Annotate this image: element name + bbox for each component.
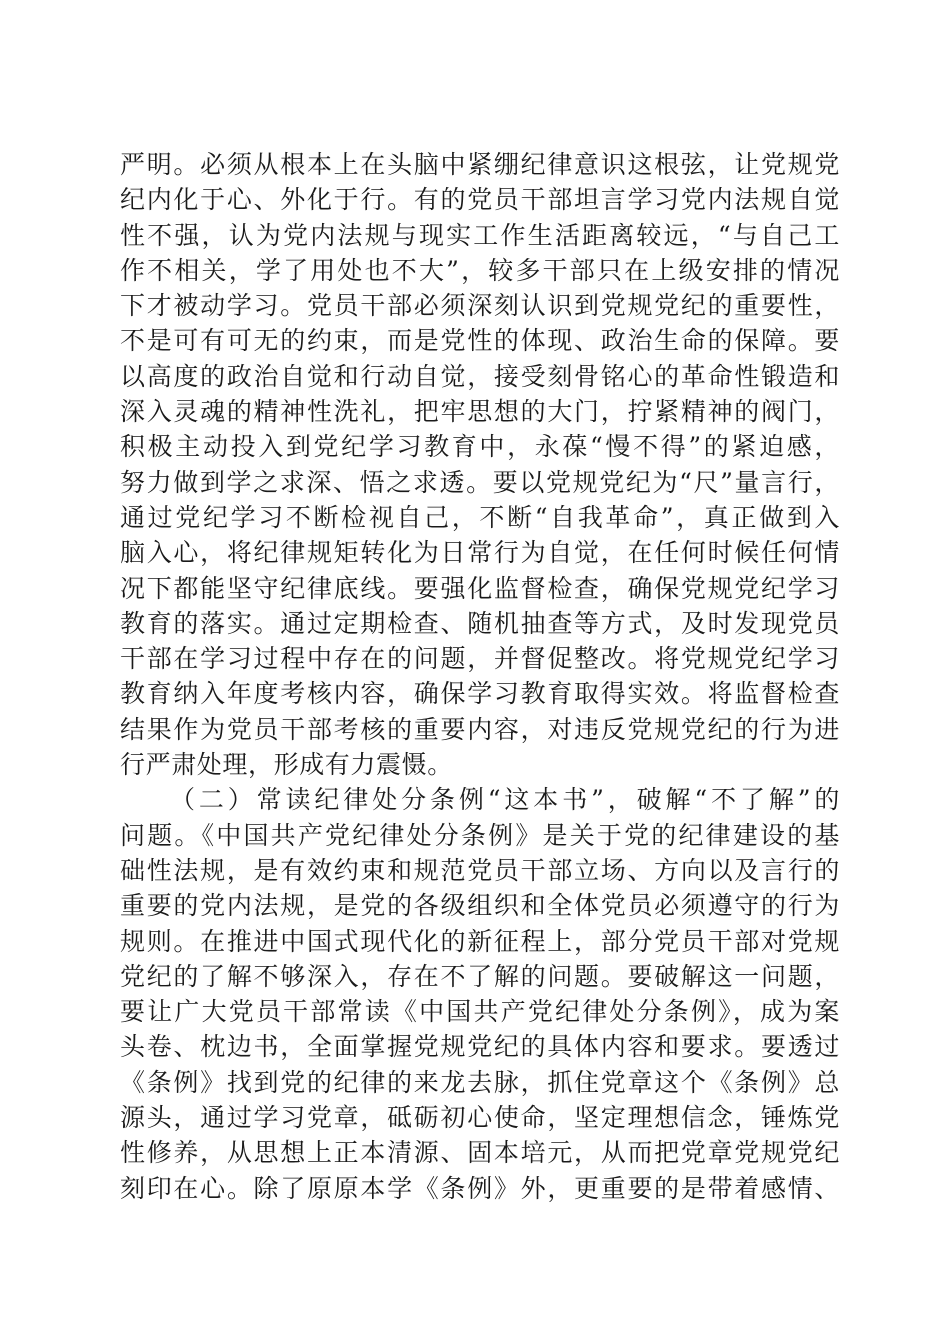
text-line: 重要的党内法规，是党的各级组织和全体党员必须遵守的行为 bbox=[120, 891, 840, 921]
text-line: 干部在学习过程中存在的问题，并督促整改。将党规党纪学习 bbox=[120, 644, 840, 674]
text-line: 源头，通过学习党章，砥砺初心使命，坚定理想信念，锤炼党 bbox=[120, 1103, 840, 1133]
text-line: 通过党纪学习不断检视自己，不断“自我革命”，真正做到入 bbox=[120, 502, 840, 532]
text-line: 要让广大党员干部常读《中国共产党纪律处分条例》，成为案 bbox=[120, 997, 840, 1027]
text-line: 下才被动学习。党员干部必须深刻认识到党规党纪的重要性， bbox=[120, 291, 840, 321]
body-text bbox=[120, 147, 840, 1206]
text-line: 纪内化于心、外化于行。有的党员干部坦言学习党内法规自觉 bbox=[120, 185, 840, 215]
text-line: 以高度的政治自觉和行动自觉，接受刻骨铭心的革命性锻造和 bbox=[120, 361, 840, 391]
section-heading-line: （二）常读纪律处分条例“这本书”，破解“不了解”的 bbox=[170, 785, 840, 815]
text-line: 不是可有可无的约束，而是党性的体现、政治生命的保障。要 bbox=[120, 326, 840, 356]
text-line: 教育的落实。通过定期检查、随机抽查等方式，及时发现党员 bbox=[120, 608, 840, 638]
text-line: 作不相关，学了用处也不大”，较多干部只在上级安排的情况 bbox=[120, 255, 840, 285]
text-line: 深入灵魂的精神性洗礼，把牢思想的大门，拧紧精神的阀门， bbox=[120, 397, 840, 427]
text-line: 性不强，认为党内法规与现实工作生活距离较远，“与自己工 bbox=[120, 220, 840, 250]
text-line: 脑入心，将纪律规矩转化为日常行为自觉，在任何时候任何情 bbox=[120, 538, 840, 568]
text-line: 努力做到学之求深、悟之求透。要以党规党纪为“尺”量言行， bbox=[120, 467, 840, 497]
text-line: 积极主动投入到党纪学习教育中，永葆“慢不得”的紧迫感， bbox=[120, 432, 840, 462]
text-line: 教育纳入年度考核内容，确保学习教育取得实效。将监督检查 bbox=[120, 679, 840, 709]
text-line: 《条例》找到党的纪律的来龙去脉，抓住党章这个《条例》总 bbox=[120, 1067, 840, 1097]
text-line: 规则。在推进中国式现代化的新征程上，部分党员干部对党规 bbox=[120, 926, 840, 956]
text-line: 严明。必须从根本上在头脑中紧绷纪律意识这根弦，让党规党 bbox=[120, 150, 840, 179]
text-line: 性修养，从思想上正本清源、固本培元，从而把党章党规党纪 bbox=[120, 1138, 840, 1168]
text-line: 刻印在心。除了原原本学《条例》外，更重要的是带着感情、 bbox=[120, 1173, 840, 1203]
text-line: 况下都能坚守纪律底线。要强化监督检查，确保党规党纪学习 bbox=[120, 573, 840, 603]
text-line: 础性法规，是有效约束和规范党员干部立场、方向以及言行的 bbox=[120, 855, 840, 885]
text-line: 党纪的了解不够深入，存在不了解的问题。要破解这一问题， bbox=[120, 961, 840, 991]
text-line: 头卷、枕边书，全面掌握党规党纪的具体内容和要求。要透过 bbox=[120, 1032, 840, 1062]
text-line: 结果作为党员干部考核的重要内容，对违反党规党纪的行为进 bbox=[120, 714, 840, 744]
text-line: 行严肃处理，形成有力震慑。 bbox=[120, 750, 453, 780]
text-line: 问题。《中国共产党纪律处分条例》是关于党的纪律建设的基 bbox=[120, 820, 840, 850]
